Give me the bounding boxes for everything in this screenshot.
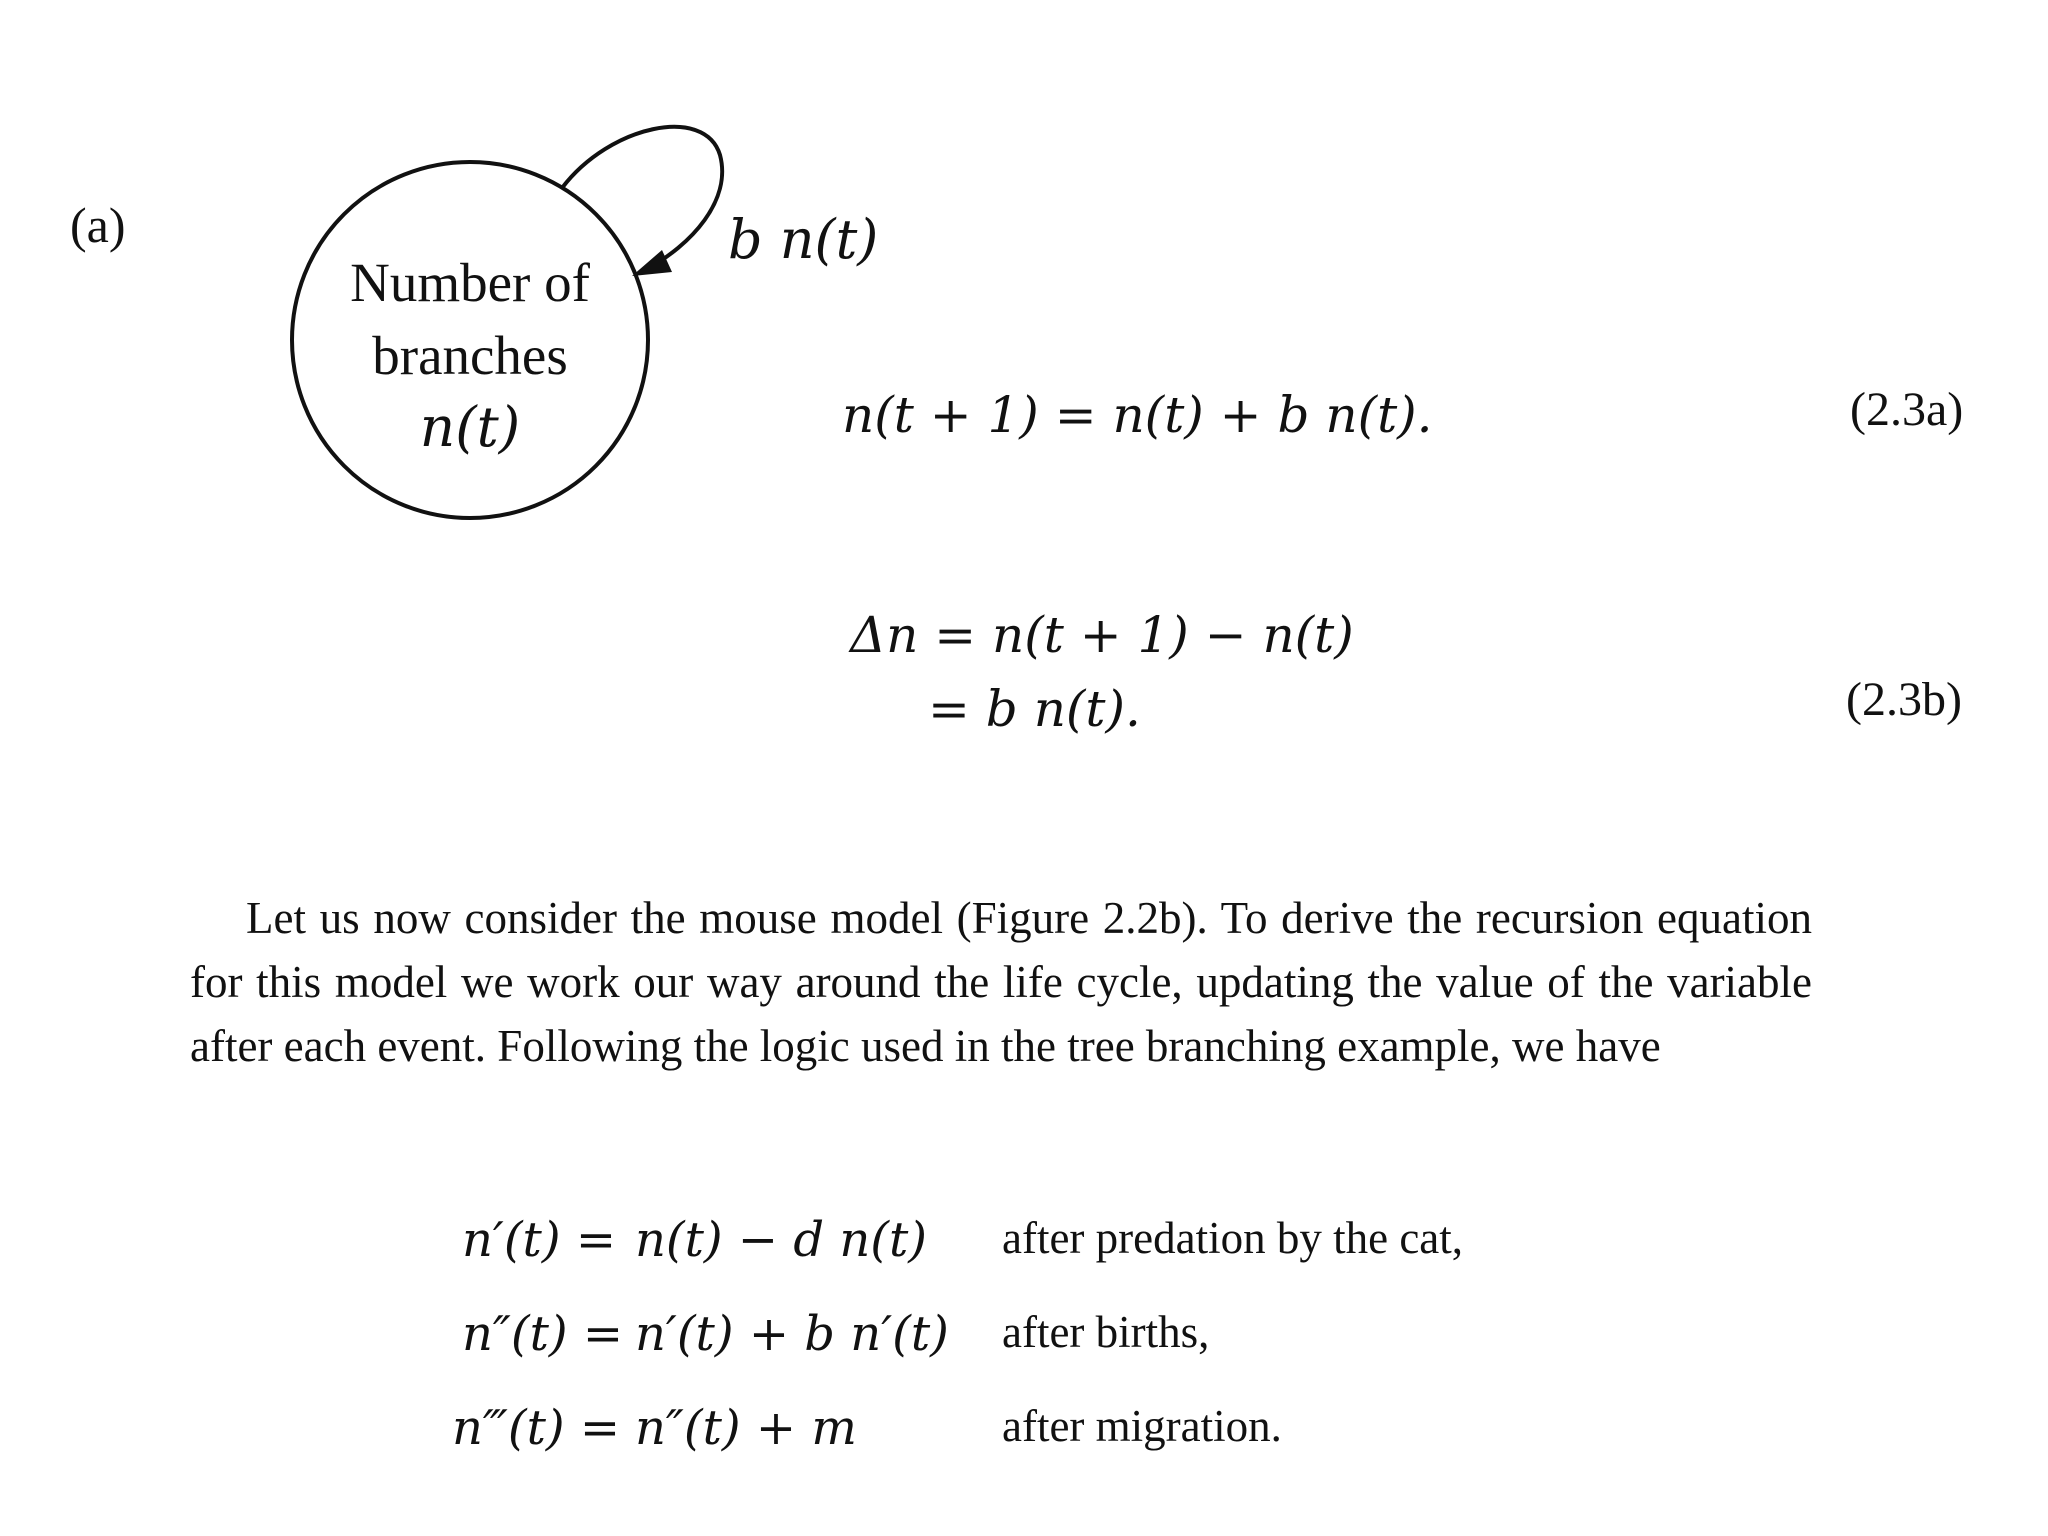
- node-label-line-1: Number of: [350, 252, 590, 313]
- system-row-3-lhs: n‴(t) =: [452, 1400, 621, 1456]
- system-row-3-rhs: n″(t) + m: [635, 1400, 857, 1456]
- system-row-3-description: after migration.: [1002, 1401, 1282, 1451]
- system-row-2-lhs: n″(t) =: [462, 1306, 624, 1362]
- node-variable-label: n(t): [419, 395, 521, 459]
- equation-2-3a: n(t + 1) = n(t) + b n(t).: [842, 386, 1433, 444]
- system-row-1-description: after predation by the cat,: [1002, 1213, 1464, 1263]
- equation-2-3b-line-1: Δn = n(t + 1) − n(t): [850, 606, 1354, 664]
- system-row-1-lhs: n′(t) =: [462, 1212, 617, 1268]
- diagram-graphic: [280, 100, 900, 530]
- system-row-1-rhs: n(t) − d n(t): [635, 1212, 928, 1268]
- loop-rate-label: b n(t): [728, 208, 879, 271]
- branching-diagram: [280, 100, 900, 530]
- equation-2-3b-line-2: = b n(t).: [928, 680, 1141, 738]
- self-loop-arrow: [562, 127, 722, 270]
- node-label-line-2: branches: [372, 325, 568, 386]
- body-paragraph: Let us now consider the mouse model (Figure 2.2b). To derive the recursion equation for this model we work our way around the life cycle, updating the value of the variable after each event. Following the logic used in the tree branching example, we have: [190, 893, 1812, 1071]
- panel-label: (a): [70, 197, 126, 253]
- system-row-2-rhs: n′(t) + b n′(t): [635, 1306, 949, 1362]
- equation-number-2-3b: (2.3b): [1846, 673, 1962, 726]
- equation-number-2-3a: (2.3a): [1850, 383, 1964, 436]
- system-row-2-description: after births,: [1002, 1307, 1210, 1357]
